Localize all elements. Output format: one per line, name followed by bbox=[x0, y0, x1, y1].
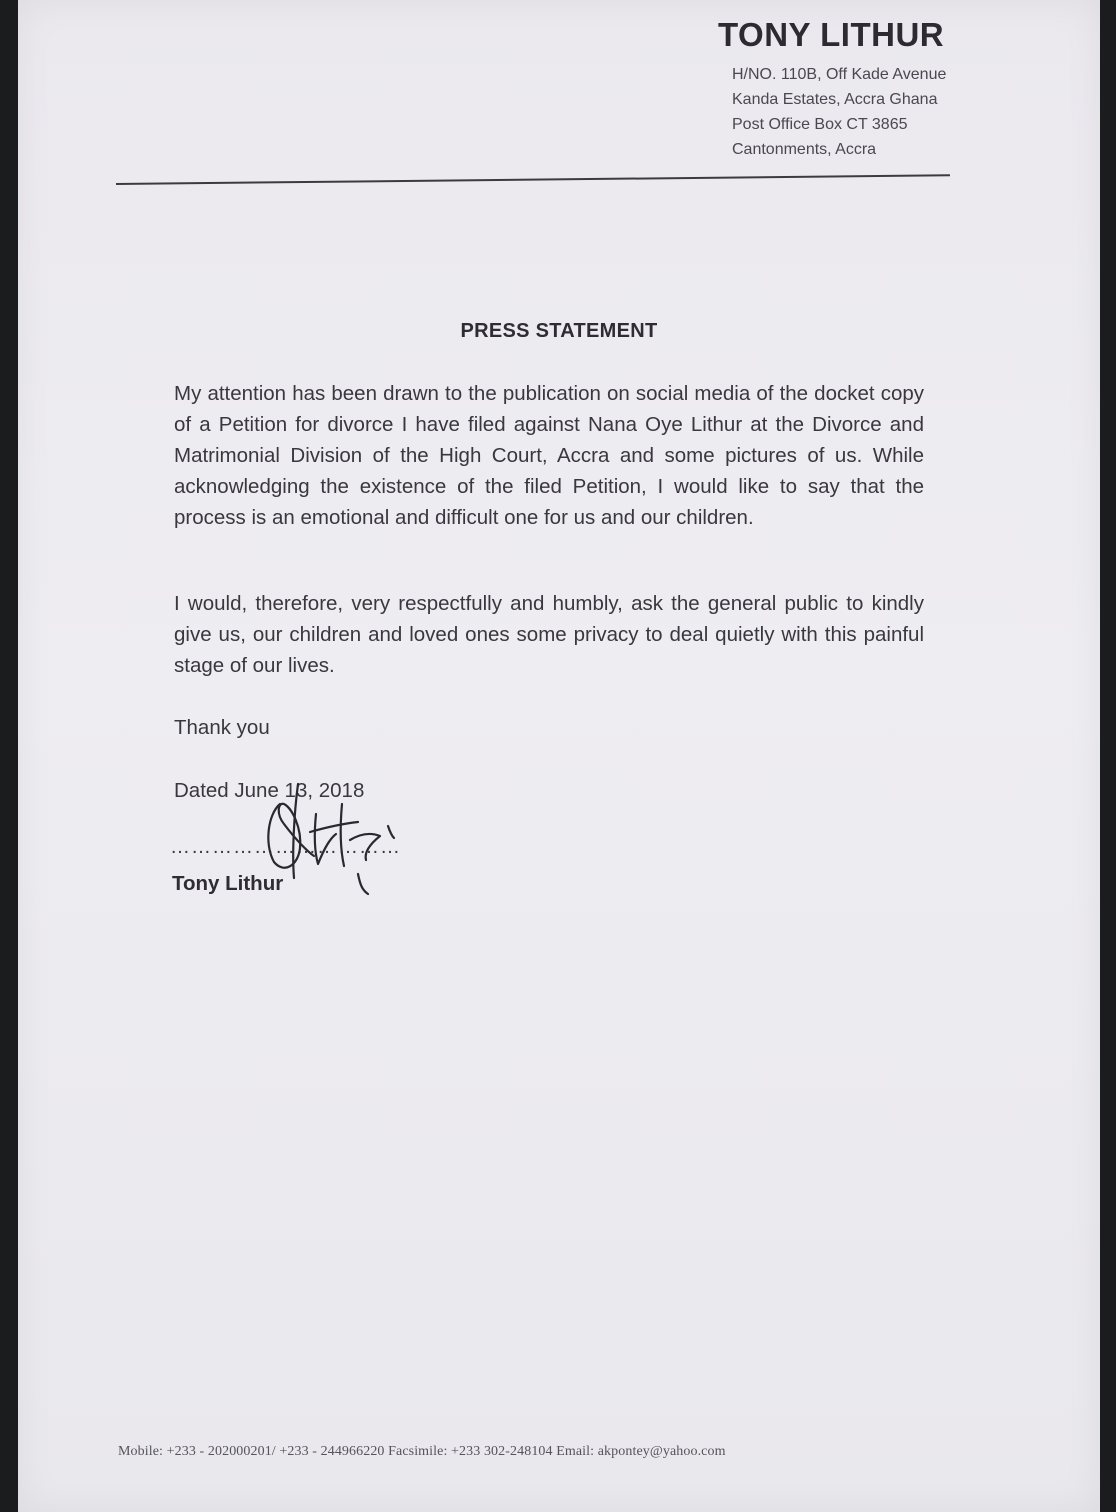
signer-name: Tony Lithur bbox=[172, 872, 284, 895]
handwritten-signature bbox=[240, 774, 420, 898]
letterhead-name: TONY LITHUR bbox=[718, 16, 945, 53]
closing-thanks: Thank you bbox=[174, 716, 270, 739]
date-line: Dated June 13, 2018 bbox=[174, 779, 365, 802]
letterhead-divider bbox=[116, 174, 950, 185]
footer-contact: Mobile: +233 - 202000201/ +233 - 244966220 Facsimile: +233 302-248104 Email: akpontey@yahoo.com bbox=[118, 1444, 726, 1459]
address-line: Cantonments, Accra bbox=[732, 141, 877, 158]
document-page bbox=[18, 0, 1100, 1512]
address-line: Post Office Box CT 3865 bbox=[732, 116, 908, 133]
address-line: Kanda Estates, Accra Ghana bbox=[732, 91, 938, 108]
address-line: H/NO. 110B, Off Kade Avenue bbox=[732, 66, 947, 83]
document-title: PRESS STATEMENT bbox=[460, 320, 658, 342]
letterhead bbox=[718, 16, 1008, 162]
signature-line: …………………………… bbox=[170, 836, 401, 858]
body-paragraph: My attention has been drawn to the publication on social media of the docket copy of a Petition for divorce I have filed against Nana Oye Lithur at the Divorce and Matrimonial Division of the High Court, Accra and some pictures of us. While acknowledging the existence of the filed Petition, I would like to say that the process is an emotional and difficult one for us and our children. bbox=[174, 382, 924, 529]
body-paragraph: I would, therefore, very respectfully and humbly, ask the general public to kindly give us, our children and loved ones some privacy to deal quietly with this painful stage of our lives. bbox=[174, 592, 924, 677]
letterhead-address bbox=[732, 62, 1008, 162]
